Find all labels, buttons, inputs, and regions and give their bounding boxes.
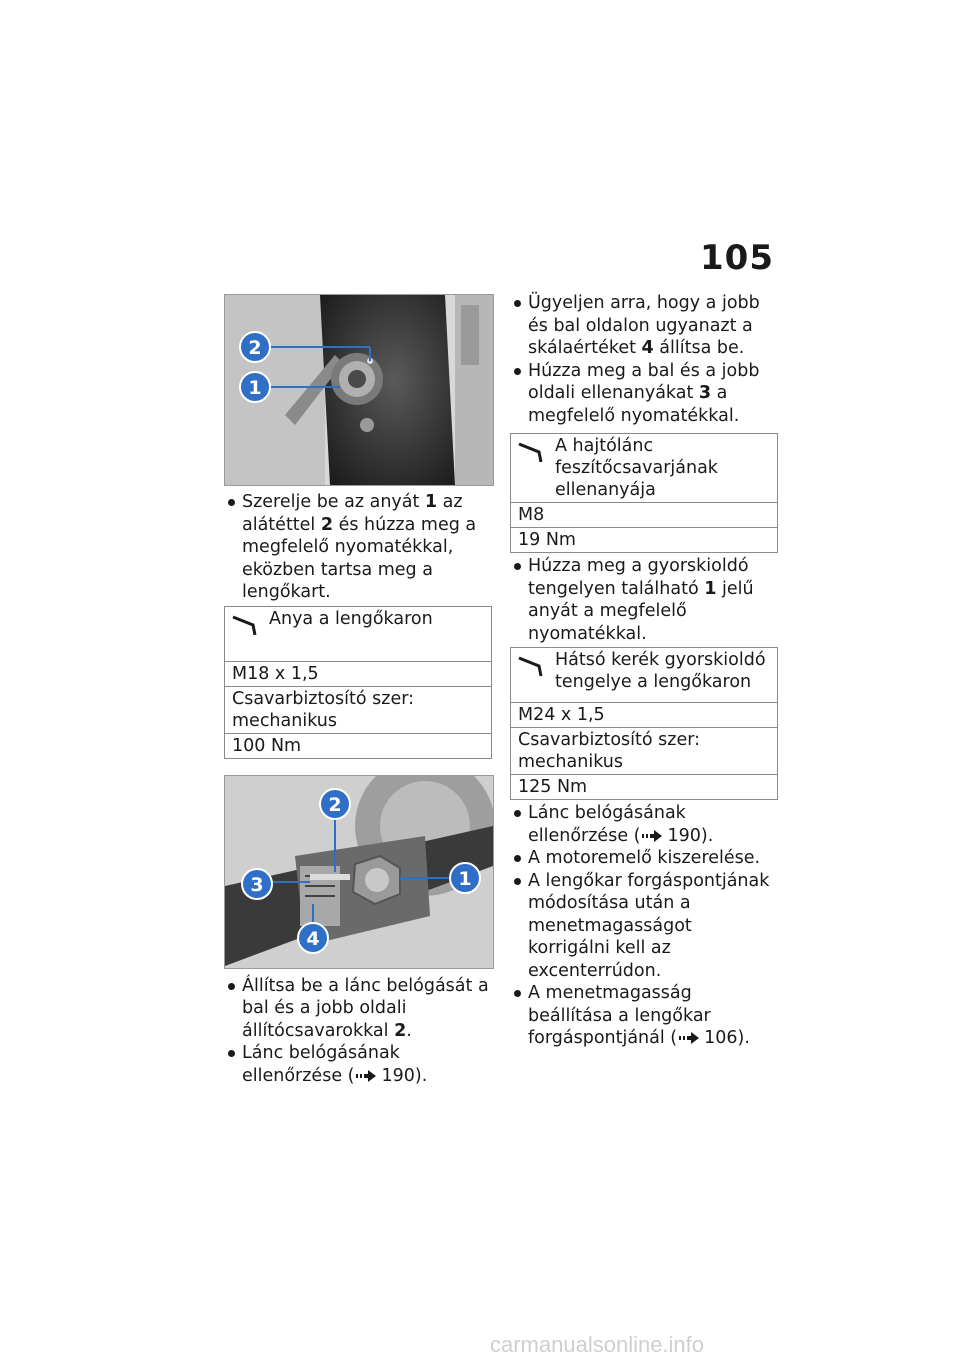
list-item: Ügyeljen arra, hogy a jobb és bal oldalon ugyanazt a skálaértéket 4 állítsa be. bbox=[510, 292, 778, 360]
left-instructions-2 bbox=[224, 975, 492, 1088]
right-column bbox=[510, 292, 778, 1050]
left-instructions-1 bbox=[224, 491, 492, 604]
list-item: A lengőkar forgáspontjának módosítása után a menetmagasságot korrigálni kell az excenterrúdon. bbox=[510, 870, 778, 983]
list-item: Húzza meg a bal és a jobb oldali ellenanyákat 3 a megfelelő nyomatékkal. bbox=[510, 360, 778, 428]
table-row: 19 Nm bbox=[511, 528, 778, 553]
wrench-icon bbox=[517, 438, 549, 464]
torque-table-title: A hajtólánc feszítőcsavarjának ellenanyája bbox=[511, 434, 778, 503]
photo1-callout-2: 2 bbox=[248, 337, 262, 359]
torque-table-title: Hátsó kerék gyorskioldó tengelye a lengőkaron bbox=[511, 648, 778, 703]
table-row: M8 bbox=[511, 503, 778, 528]
list-item: Lánc belógásának ellenőrzése ( 190). bbox=[510, 802, 778, 847]
table-row: M24 x 1,5 bbox=[511, 703, 778, 728]
photo2-callout-3: 3 bbox=[250, 873, 264, 896]
right-instructions-3 bbox=[510, 802, 778, 1050]
photo-chain-adjuster bbox=[224, 775, 494, 969]
list-item: Húzza meg a gyorskioldó tengelyen található 1 jelű anyát a megfelelő nyomatékkal. bbox=[510, 555, 778, 645]
list-item: A menetmagasság beállítása a lengőkar forgáspontjánál ( 106). bbox=[510, 982, 778, 1050]
table-row: Csavarbiztosító szer: mechanikus bbox=[225, 686, 492, 733]
page-reference-arrow-icon bbox=[356, 1070, 376, 1082]
right-instructions-2 bbox=[510, 555, 778, 645]
left-column bbox=[224, 294, 492, 1087]
page-reference[interactable]: 106 bbox=[704, 1028, 738, 1048]
wrench-icon bbox=[231, 611, 263, 637]
page-number: 105 bbox=[700, 238, 774, 278]
table-row: Csavarbiztosító szer: mechanikus bbox=[511, 728, 778, 775]
page-reference[interactable]: 190 bbox=[667, 825, 701, 846]
table-row: M18 x 1,5 bbox=[225, 661, 492, 686]
list-item: Állítsa be a lánc belógását a bal és a jobb oldali állítócsavarokkal 2. bbox=[224, 975, 492, 1043]
page-reference-arrow-icon bbox=[642, 830, 662, 842]
watermark-url: carmanualsonline.info bbox=[490, 1332, 705, 1357]
photo-swingarm-nut bbox=[224, 294, 494, 486]
list-item: Lánc belógásának ellenőrzése ( 190). bbox=[224, 1042, 492, 1087]
torque-table-quick-release-axle bbox=[510, 647, 778, 800]
photo2-callout-4: 4 bbox=[306, 927, 320, 950]
list-item: Szerelje be az anyát 1 az alátéttel 2 és húzza meg a megfelelő nyomatékkal, eközben tartsa meg a lengőkart. bbox=[224, 491, 492, 604]
right-instructions-1 bbox=[510, 292, 778, 427]
torque-table-title: Anya a lengőkaron bbox=[225, 606, 492, 661]
page-reference[interactable]: 190 bbox=[381, 1065, 415, 1086]
list-item: A motoremelő kiszerelése. bbox=[510, 847, 778, 870]
wrench-icon bbox=[517, 652, 549, 678]
table-row: 100 Nm bbox=[225, 733, 492, 758]
torque-table-chain-adjuster bbox=[510, 433, 778, 553]
photo1-callout-1: 1 bbox=[248, 377, 262, 399]
page-reference-arrow-icon bbox=[679, 1032, 699, 1044]
photo2-callout-2: 2 bbox=[328, 793, 342, 816]
torque-table-swingarm-nut bbox=[224, 606, 492, 759]
photo2-callout-1: 1 bbox=[458, 867, 472, 890]
table-row: 125 Nm bbox=[511, 775, 778, 800]
